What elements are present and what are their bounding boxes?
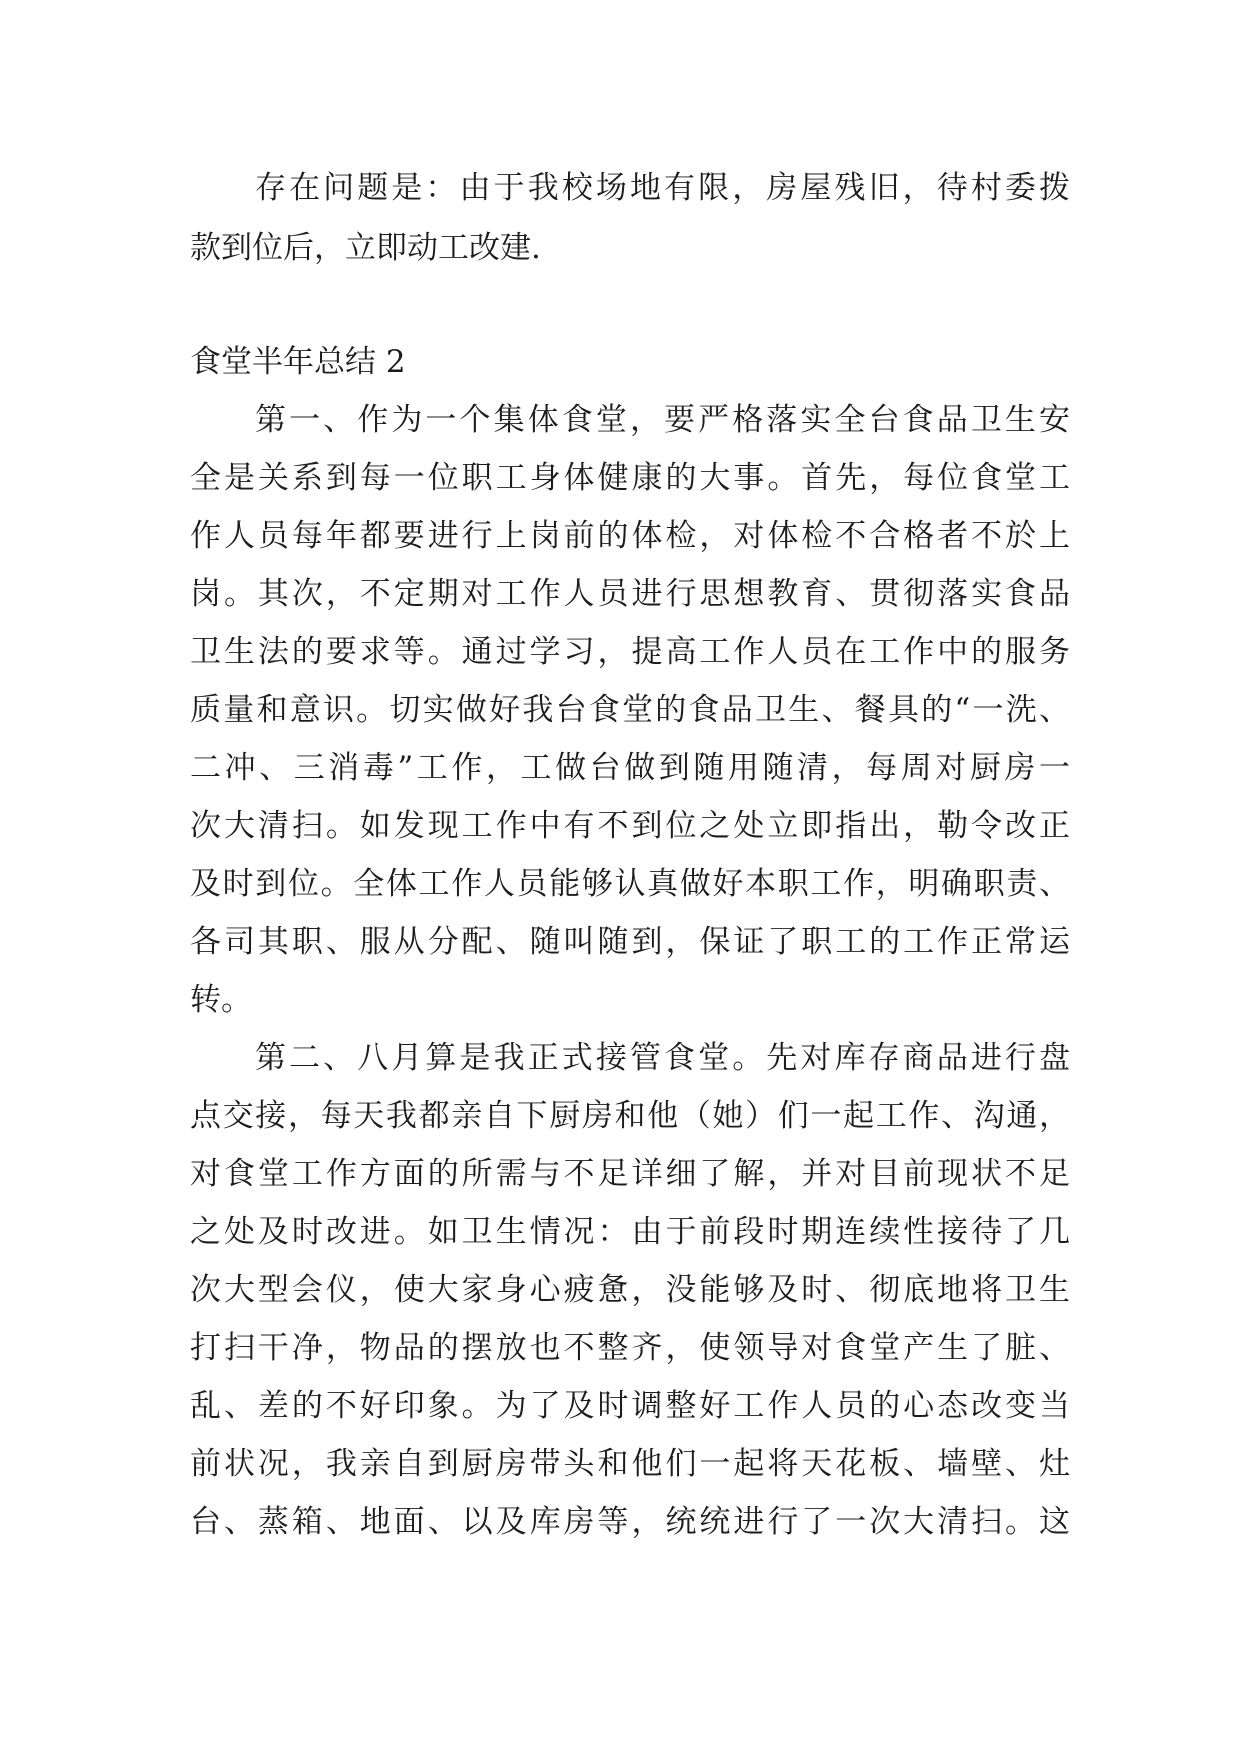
paragraph-line: 各司其职、服从分配、随叫随到，保证了职工的工作正常运 [190,924,1070,960]
paragraph-line: 第二、八月算是我正式接管食堂。先对库存商品进行盘 [255,1040,1070,1076]
paragraph-line: 款到位后，立即动工改建. [190,230,541,266]
paragraph-line: 次大型会仪，使大家身心疲惫，没能够及时、彻底地将卫生 [190,1272,1070,1308]
paragraph-line: 对食堂工作方面的所需与不足详细了解，并对目前现状不足 [190,1156,1070,1192]
paragraph-line: 存在问题是：由于我校场地有限，房屋残旧，待村委拨 [255,170,1070,206]
paragraph-line: 作人员每年都要进行上岗前的体检，对体检不合格者不於上 [190,518,1070,554]
paragraph-line: 前状况，我亲自到厨房带头和他们一起将天花板、墙壁、灶 [190,1446,1070,1482]
paragraph-line: 质量和意识。切实做好我台食堂的食品卫生、餐具的“一洗、 [190,692,1070,728]
paragraph-line: 台、蒸箱、地面、以及库房等，统统进行了一次大清扫。这 [190,1504,1070,1540]
section-heading: 食堂半年总结 2 [190,344,406,380]
paragraph-line: 第一、作为一个集体食堂，要严格落实全台食品卫生安 [255,402,1070,438]
paragraph-line: 打扫干净，物品的摆放也不整齐，使领导对食堂产生了脏、 [190,1330,1070,1366]
paragraph-line: 二冲、三消毒”工作，工做台做到随用随清，每周对厨房一 [190,750,1070,786]
paragraph-line: 之处及时改进。如卫生情况：由于前段时期连续性接待了几 [190,1214,1070,1250]
paragraph-line: 乱、差的不好印象。为了及时调整好工作人员的心态改变当 [190,1388,1070,1424]
paragraph-line: 次大清扫。如发现工作中有不到位之处立即指出，勒令改正 [190,808,1070,844]
paragraph-line: 岗。其次，不定期对工作人员进行思想教育、贯彻落实食品 [190,576,1070,612]
paragraph-line: 全是关系到每一位职工身体健康的大事。首先，每位食堂工 [190,460,1070,496]
paragraph-line: 及时到位。全体工作人员能够认真做好本职工作，明确职责、 [190,866,1070,902]
paragraph-line: 卫生法的要求等。通过学习，提高工作人员在工作中的服务 [190,634,1070,670]
paragraph-line: 点交接，每天我都亲自下厨房和他（她）们一起工作、沟通， [190,1098,1070,1134]
paragraph-line: 转。 [190,982,252,1018]
